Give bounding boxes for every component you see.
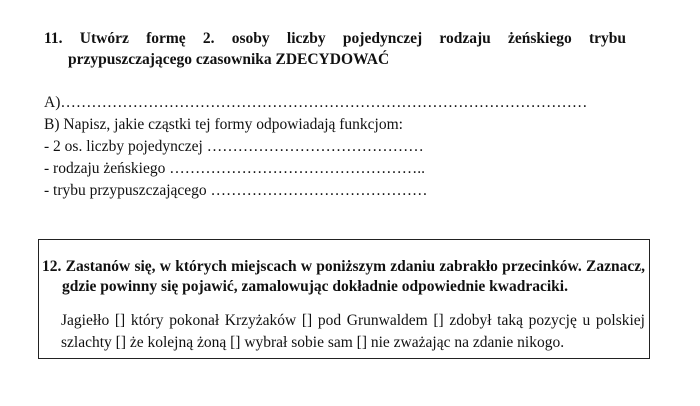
- question-11-title: 11. Utwórz formę 2. osoby liczby pojedynczej rodzaju żeńskiego trybu: [44, 30, 626, 47]
- answer-a-line[interactable]: A)…………………………………………………………………………………………: [44, 94, 588, 111]
- question-12-title-continued: gdzie powinny się pojawić, zamalowując dokładnie odpowiednie kwadraciki.: [62, 278, 568, 295]
- question-11-answers: [44, 92, 587, 202]
- answer-mood-line[interactable]: - trybu przypuszczającego ……………………………………: [44, 182, 428, 199]
- answer-person-line[interactable]: - 2 os. liczby pojedynczej ……………………………………: [44, 138, 424, 155]
- answer-gender-line[interactable]: - rodzaju żeńskiego …………………………………………..: [44, 160, 425, 177]
- question-12-sentence-continued[interactable]: szlachty [] że kolejną żoną [] wybrał sobie sam [] nie zważając na zdanie nikogo.: [61, 334, 565, 351]
- question-12-sentence[interactable]: Jagiełło [] który pokonał Krzyżaków [] pod Grunwaldem [] zdobył taką pozycję u polskiej: [61, 312, 645, 329]
- question-11: [44, 28, 626, 70]
- question-12-title: 12. Zastanów się, w których miejscach w poniższym zdaniu zabrakło przecinków. Zaznacz,: [42, 258, 645, 275]
- question-11-title-continued: przypuszczającego czasownika ZDECYDOWAĆ: [68, 51, 390, 68]
- answer-b-instruction: B) Napisz, jakie cząstki tej formy odpowiadają funkcjom:: [44, 116, 403, 133]
- question-12-box: [38, 239, 650, 359]
